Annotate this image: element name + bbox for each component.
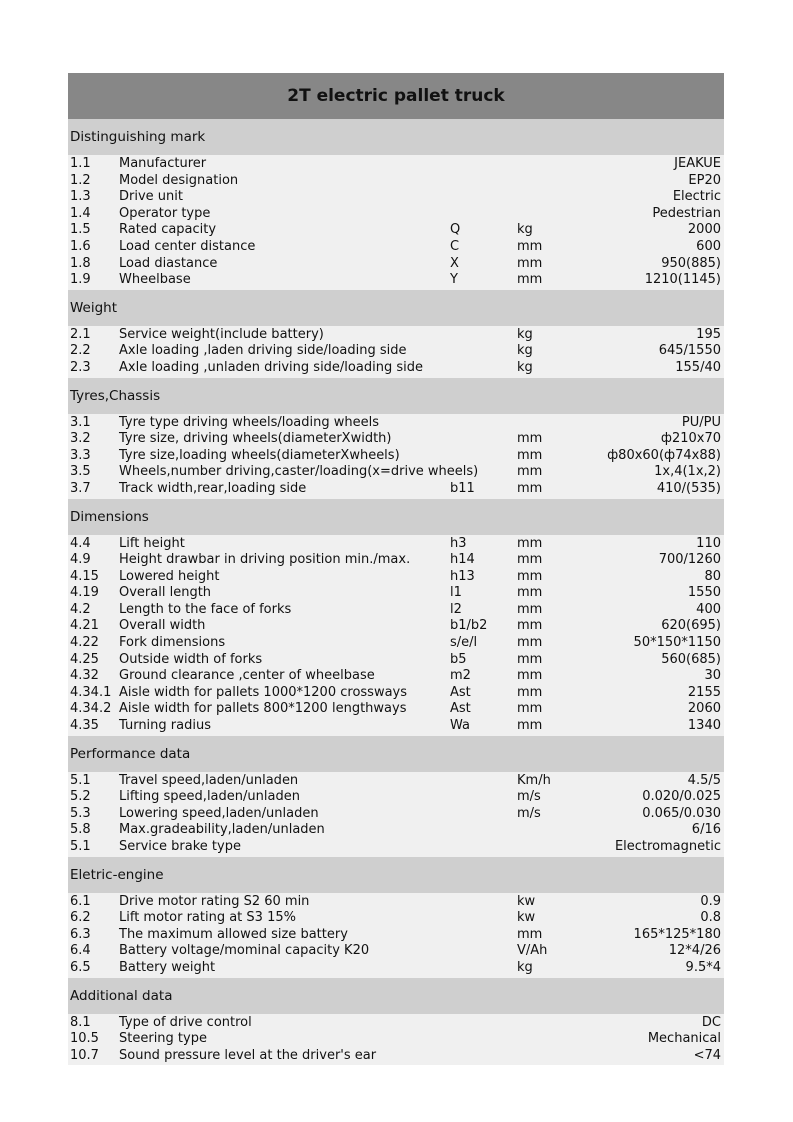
- spec-row: [68, 718, 724, 735]
- spec-number: 2.2: [70, 343, 91, 359]
- spec-value: 1340: [687, 718, 721, 734]
- spec-unit: kw: [517, 910, 536, 926]
- spec-item: Turning radius: [119, 718, 211, 734]
- spec-value: 1x,4(1x,2): [654, 464, 721, 480]
- spec-row: [68, 464, 724, 481]
- spec-unit: mm: [517, 718, 543, 734]
- spec-unit: m/s: [517, 805, 541, 821]
- spec-value: 2000: [687, 222, 721, 238]
- spec-row: [68, 569, 724, 586]
- spec-number: 1.9: [70, 272, 91, 288]
- spec-item: Wheels,number driving,caster/loading(x=drive wheels): [119, 464, 479, 480]
- spec-item: Height drawbar in driving position min./max.: [119, 552, 411, 568]
- spec-number: 1.4: [70, 205, 91, 221]
- spec-value: 1210(1145): [644, 272, 721, 288]
- spec-item: Drive unit: [119, 189, 183, 205]
- spec-unit: mm: [517, 651, 543, 667]
- spec-symbol: h13: [450, 568, 475, 584]
- spec-item: Battery voltage/mominal capacity K20: [119, 943, 370, 959]
- spec-unit: mm: [517, 535, 543, 551]
- spec-value: 950(885): [661, 255, 721, 271]
- spec-number: 4.15: [70, 568, 99, 584]
- spec-item: Rated capacity: [119, 222, 217, 238]
- spec-value: 9.5*4: [685, 959, 721, 975]
- section-heading: Performance data: [68, 736, 724, 772]
- spec-item: Manufacturer: [119, 156, 207, 171]
- spec-unit: mm: [517, 684, 543, 700]
- section-heading: Tyres,Chassis: [68, 378, 724, 414]
- spec-item: Lowered height: [119, 568, 220, 584]
- spec-row: [68, 327, 724, 344]
- spec-symbol: m2: [450, 668, 471, 684]
- spec-number: 4.4: [70, 535, 91, 551]
- spec-row: [68, 1048, 724, 1065]
- spec-number: 6.2: [70, 910, 91, 926]
- spec-item: Aisle width for pallets 1000*1200 crossways: [119, 684, 408, 700]
- spec-value: JEAKUE: [674, 156, 721, 171]
- spec-unit: kg: [517, 222, 533, 238]
- spec-value: 0.8: [700, 910, 721, 926]
- spec-item: Outside width of forks: [119, 651, 263, 667]
- spec-symbol: l2: [450, 601, 462, 617]
- spec-value: 560(685): [661, 651, 721, 667]
- spec-item: Drive motor rating S2 60 min: [119, 893, 310, 909]
- spec-symbol: h14: [450, 552, 475, 568]
- spec-number: 4.34.1: [70, 684, 112, 700]
- spec-value: 110: [696, 535, 721, 551]
- spec-item: Model designation: [119, 172, 239, 188]
- spec-symbol: Q: [450, 222, 461, 238]
- spec-value: 400: [696, 601, 721, 617]
- spec-item: Lift motor rating at S3 15%: [119, 910, 296, 926]
- spec-symbol: l1: [450, 585, 462, 601]
- spec-number: 3.1: [70, 414, 91, 430]
- spec-row: [68, 1031, 724, 1048]
- spec-value: 0.9: [700, 893, 721, 909]
- spec-row: [68, 360, 724, 377]
- spec-item: Sound pressure level at the driver's ear: [119, 1047, 377, 1063]
- section-heading: Distinguishing mark: [68, 119, 724, 155]
- spec-value: Electromagnetic: [614, 839, 721, 854]
- spec-item: Travel speed,laden/unladen: [119, 772, 299, 788]
- spec-value: PU/PU: [681, 414, 721, 430]
- spec-value: 30: [704, 668, 721, 684]
- spec-unit: mm: [517, 272, 543, 288]
- spec-item: Max.gradeability,laden/unladen: [119, 822, 325, 838]
- spec-unit: mm: [517, 701, 543, 717]
- section-body: [68, 326, 724, 378]
- spec-sections: [68, 119, 724, 1065]
- spec-value: <74: [693, 1047, 721, 1063]
- spec-unit: mm: [517, 480, 543, 496]
- spec-unit: kg: [517, 959, 533, 975]
- spec-unit: mm: [517, 568, 543, 584]
- spec-value: 600: [696, 238, 721, 254]
- spec-row: [68, 256, 724, 273]
- spec-symbol: b5: [450, 651, 467, 667]
- spec-value: 80: [704, 568, 721, 584]
- spec-value: 195: [696, 326, 721, 342]
- spec-item: Operator type: [119, 205, 211, 221]
- spec-value: 155/40: [675, 359, 721, 375]
- spec-unit: mm: [517, 431, 543, 447]
- spec-item: Steering type: [119, 1031, 207, 1047]
- spec-item: Battery weight: [119, 959, 216, 975]
- spec-number: 4.34.2: [70, 701, 112, 717]
- spec-number: 2.1: [70, 326, 91, 342]
- spec-row: [68, 415, 724, 432]
- spec-number: 4.19: [70, 585, 99, 601]
- section-body: [68, 535, 724, 736]
- spec-symbol: Ast: [450, 684, 471, 700]
- spec-number: 1.8: [70, 255, 91, 271]
- spec-unit: mm: [517, 552, 543, 568]
- spec-unit: kg: [517, 326, 533, 342]
- spec-item: Wheelbase: [119, 272, 191, 288]
- spec-item: Lift height: [119, 535, 185, 551]
- spec-item: Service brake type: [119, 839, 241, 854]
- section-body: [68, 414, 724, 499]
- spec-number: 4.2: [70, 601, 91, 617]
- spec-number: 8.1: [70, 1014, 91, 1030]
- spec-value: 1550: [687, 585, 721, 601]
- spec-row: [68, 206, 724, 223]
- spec-row: [68, 239, 724, 256]
- spec-row: [68, 789, 724, 806]
- spec-unit: mm: [517, 926, 543, 942]
- spec-unit: mm: [517, 635, 543, 651]
- spec-symbol: X: [450, 255, 459, 271]
- spec-unit: mm: [517, 447, 543, 463]
- section-body: [68, 893, 724, 978]
- spec-number: 3.5: [70, 464, 91, 480]
- spec-value: EP20: [688, 172, 721, 188]
- spec-unit: m/s: [517, 789, 541, 805]
- spec-row: [68, 552, 724, 569]
- spec-value: 2155: [687, 684, 721, 700]
- spec-item: Fork dimensions: [119, 635, 226, 651]
- spec-row: [68, 189, 724, 206]
- spec-row: [68, 602, 724, 619]
- spec-unit: mm: [517, 601, 543, 617]
- spec-number: 1.3: [70, 189, 91, 205]
- spec-item: Aisle width for pallets 800*1200 lengthways: [119, 701, 407, 717]
- spec-row: [68, 960, 724, 977]
- spec-value: Electric: [672, 189, 721, 205]
- spec-symbol: Ast: [450, 701, 471, 717]
- spec-number: 3.7: [70, 480, 91, 496]
- spec-number: 3.2: [70, 431, 91, 447]
- spec-row: [68, 481, 724, 498]
- sheet-title: 2T electric pallet truck: [68, 73, 724, 119]
- spec-number: 1.5: [70, 222, 91, 238]
- spec-symbol: b1/b2: [450, 618, 488, 634]
- spec-number: 5.1: [70, 772, 91, 788]
- spec-item: Load diastance: [119, 255, 218, 271]
- spec-item: Tyre type driving wheels/loading wheels: [119, 414, 380, 430]
- spec-item: Ground clearance ,center of wheelbase: [119, 668, 375, 684]
- section-heading: Additional data: [68, 978, 724, 1014]
- spec-unit: V/Ah: [517, 943, 548, 959]
- spec-number: 4.25: [70, 651, 99, 667]
- spec-symbol: Wa: [450, 718, 470, 734]
- spec-item: Load center distance: [119, 238, 256, 254]
- spec-number: 1.2: [70, 172, 91, 188]
- spec-value: Mechanical: [647, 1031, 721, 1047]
- spec-item: Length to the face of forks: [119, 601, 292, 617]
- spec-row: [68, 156, 724, 173]
- spec-unit: mm: [517, 255, 543, 271]
- spec-row: [68, 222, 724, 239]
- spec-row: [68, 685, 724, 702]
- spec-value: 410/(535): [656, 480, 721, 496]
- spec-number: 6.3: [70, 926, 91, 942]
- section-body: [68, 1014, 724, 1066]
- section-body: [68, 772, 724, 857]
- spec-row: [68, 448, 724, 465]
- spec-value: ф210x70: [660, 431, 721, 447]
- spec-item: Tyre size,loading wheels(diameterXwheels): [119, 447, 400, 463]
- spec-item: Type of drive control: [119, 1014, 252, 1030]
- spec-item: Axle loading ,unladen driving side/loading side: [119, 359, 423, 375]
- spec-number: 6.1: [70, 893, 91, 909]
- spec-unit: Km/h: [517, 772, 551, 788]
- spec-number: 6.4: [70, 943, 91, 959]
- section-heading: Dimensions: [68, 499, 724, 535]
- spec-number: 6.5: [70, 959, 91, 975]
- spec-item: Tyre size, driving wheels(diameterXwidth): [119, 431, 392, 447]
- spec-number: 5.2: [70, 789, 91, 805]
- spec-unit: kg: [517, 343, 533, 359]
- spec-number: 5.8: [70, 822, 91, 838]
- spec-row: [68, 822, 724, 839]
- spec-value: ф80x60(ф74x88): [607, 447, 721, 463]
- spec-row: [68, 773, 724, 790]
- spec-item: Overall length: [119, 585, 212, 601]
- spec-number: 1.1: [70, 156, 91, 171]
- spec-value: 0.020/0.025: [642, 789, 721, 805]
- spec-value: 645/1550: [658, 343, 721, 359]
- spec-value: 165*125*180: [633, 926, 721, 942]
- spec-row: [68, 701, 724, 718]
- spec-value: 4.5/5: [687, 772, 721, 788]
- spec-row: [68, 894, 724, 911]
- spec-symbol: b11: [450, 480, 475, 496]
- spec-symbol: C: [450, 238, 460, 254]
- spec-sheet: [68, 73, 724, 1065]
- spec-value: 50*150*1150: [633, 635, 721, 651]
- spec-unit: kg: [517, 359, 533, 375]
- spec-item: Lowering speed,laden/unladen: [119, 805, 319, 821]
- spec-number: 10.7: [70, 1047, 99, 1063]
- spec-row: [68, 431, 724, 448]
- spec-item: Axle loading ,laden driving side/loading side: [119, 343, 407, 359]
- spec-row: [68, 585, 724, 602]
- spec-item: The maximum allowed size battery: [119, 926, 348, 942]
- spec-item: Overall width: [119, 618, 206, 634]
- spec-value: 700/1260: [658, 552, 721, 568]
- spec-row: [68, 806, 724, 823]
- spec-number: 4.22: [70, 635, 99, 651]
- spec-row: [68, 272, 724, 289]
- spec-unit: mm: [517, 668, 543, 684]
- section-heading: Eletric-engine: [68, 857, 724, 893]
- spec-row: [68, 536, 724, 553]
- spec-symbol: h3: [450, 535, 467, 551]
- spec-number: 4.21: [70, 618, 99, 634]
- spec-number: 4.9: [70, 552, 91, 568]
- spec-value: 620(695): [661, 618, 721, 634]
- spec-row: [68, 173, 724, 190]
- spec-value: Pedestrian: [652, 205, 721, 221]
- spec-row: [68, 943, 724, 960]
- spec-number: 4.35: [70, 718, 99, 734]
- spec-number: 1.6: [70, 238, 91, 254]
- spec-unit: mm: [517, 238, 543, 254]
- spec-row: [68, 652, 724, 669]
- spec-number: 5.3: [70, 805, 91, 821]
- spec-symbol: Y: [450, 272, 458, 288]
- spec-item: Lifting speed,laden/unladen: [119, 789, 300, 805]
- spec-unit: mm: [517, 464, 543, 480]
- spec-number: 3.3: [70, 447, 91, 463]
- spec-row: [68, 635, 724, 652]
- spec-number: 5.1: [70, 839, 91, 854]
- spec-row: [68, 1015, 724, 1032]
- spec-symbol: s/e/l: [450, 635, 478, 651]
- spec-number: 4.32: [70, 668, 99, 684]
- spec-row: [68, 839, 724, 856]
- spec-row: [68, 927, 724, 944]
- section-body: [68, 155, 724, 290]
- spec-value: 2060: [687, 701, 721, 717]
- spec-unit: kw: [517, 893, 536, 909]
- spec-row: [68, 668, 724, 685]
- spec-value: DC: [701, 1014, 721, 1030]
- spec-row: [68, 343, 724, 360]
- spec-value: 6/16: [691, 822, 721, 838]
- section-heading: Weight: [68, 290, 724, 326]
- spec-value: 12*4/26: [668, 943, 721, 959]
- spec-item: Track width,rear,loading side: [119, 480, 307, 496]
- spec-unit: mm: [517, 618, 543, 634]
- spec-number: 2.3: [70, 359, 91, 375]
- spec-row: [68, 618, 724, 635]
- spec-value: 0.065/0.030: [642, 805, 721, 821]
- spec-row: [68, 910, 724, 927]
- spec-unit: mm: [517, 585, 543, 601]
- spec-item: Service weight(include battery): [119, 326, 324, 342]
- spec-number: 10.5: [70, 1031, 99, 1047]
